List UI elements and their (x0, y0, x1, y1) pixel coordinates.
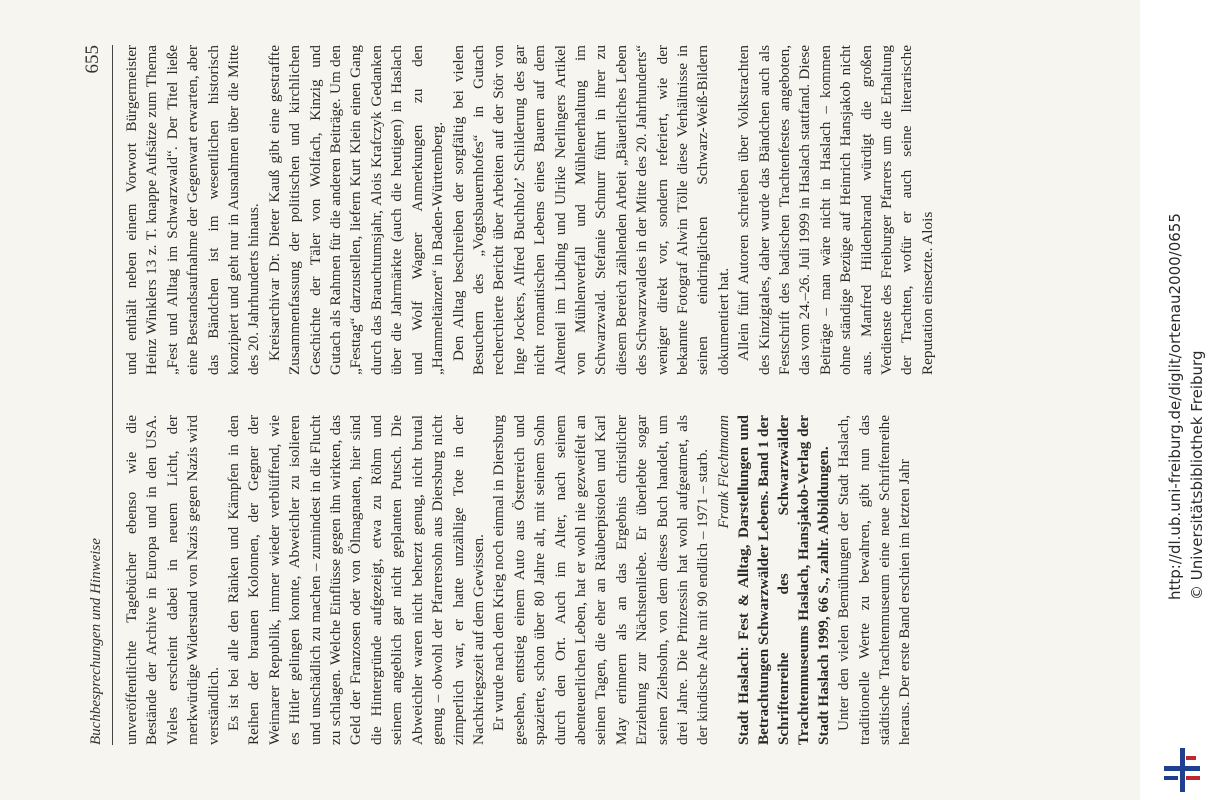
paragraph: Es ist bei alle den Ränken und Kämpfen in den Reihen der braunen Kolonnen, der Gegner der Weimarer Republik, immer wieder verblüffend, wie es Hitler gelingen konnte, Abweichler zu isolieren und unschädlich zu machen – zumindest in die Flucht zu schlagen. Welche Einflüsse gegen ihn wirkten, das Geld der Franzosen oder von Ölmagnaten, hier sind die Hintergründe aufgezeigt, etwa zu Röhm und seinem angeblich gar nicht geplanten Putsch. Die Abweichler waren nicht beherzt genug, nicht brutal genug – obwohl der Pfarrersohn aus Diersburg nicht zimperlich war, er hatte unzählige Tote in der Nachkriegszeit auf dem Gewissen. (225, 415, 487, 745)
paragraph: unveröffentlichte Tagebücher ebenso wie die Bestände der Archive in Europa und in den USA. Vieles erscheint dabei in neuem Licht, der merkwürdige Widerstand von Nazis gegen Nazis wird verständlich. (123, 415, 222, 745)
paragraph: Er wurde nach dem Krieg noch einmal in Diersburg gesehen, entstieg einem Auto aus Österreich und spazierte, schon über 80 Jahre alt, mit seinem Sohn durch den Ort. Auch im Alter, nach seinem abenteuerlichen Leben, hat er wohl nie gezweifelt an seinen Tagen, die eher an Räuberpistolen und Karl May erinnern als an das Ergebnis christlicher Erziehung zur Nächstenliebe. Er überlebte sogar seinen Ziehsohn, von dem dieses Buch handelt, um drei Jahre. Die Prinzessin hat wohl aufgeatmet, als der kindische Alte mit 90 endlich – 1971 – starb. (490, 415, 712, 745)
running-head (82, 45, 113, 745)
paragraph: Kreisarchivar Dr. Dieter Kauß gibt eine gestraffte Zusammenfassung der politischen und kirchlichen Geschichte der Täler von Wolfach, Kinzig und Gutach als Rahmen für die anderen Beiträge. Um den „Festtag“ darzustellen, liefern Kurt Klein einen Gang durch das Brauchtumsjahr, Alois Krafczyk Gedanken über die Jahrmärkte (auch die heutigen) in Haslach und Wolf Wagner Anmerkungen zu den „Hammeltänzen“ in Baden-Württemberg. (265, 45, 447, 375)
paragraph: Den Alltag beschreiben der sorgfältig bei vielen Besuchern des „Vogtsbauernhofes“ in Gutach recherchierte Bericht über Arbeiten auf der Stör von Inge Jockers, Alfred Buchholz’ Schilderung des gar nicht romantischen Lebens eines Bauern auf dem Altenteil im Libding und Ulrike Nerlingers Artikel von Mühlenverfall und Mühlenerhaltung im Schwarzwald. Stefanie Schnurr führt in ihrer zu diesem Bereich zählenden Arbeit „Bäuerliches Leben des Schwarzwaldes in der Mitte des 20. Jahrhunderts“ weniger direkt vor, sondern referiert, wie der bekannte Fotograf Alwin Tölle diese Verhältnisse in seinen eindringlichen Schwarz-Weiß-Bildern dokumentiert hat. (449, 45, 732, 375)
paragraph: Unter den vielen Bemühungen der Stadt Haslach, traditionelle Werte zu bewahren, gibt nun das städtische Trachtenmuseum eine neue Schriftenreihe heraus. Der erste Band erschien im letzten Jahr (835, 415, 914, 745)
text-column-right (122, 45, 938, 375)
paragraph: und enthält neben einem Vorwort Bürgermeister Heinz Winklers 13 z. T. knappe Aufsätze zum Thema „Fest und Alltag im Schwarzwald“. Der Titel ließe eine Bestandsaufnahme der Gegenwart erwarten, aber das Bändchen ist im wesentlichen historisch konzipiert und geht nur in Ausnahmen über die Mitte des 20. Jahrhunderts hinaus. (123, 45, 263, 375)
review-signature: Frank Flechtmann (714, 415, 732, 529)
watermark-copyright: © Universitätsbibliothek Freiburg (1188, 350, 1206, 600)
text-column-left (122, 415, 916, 745)
rotated-page-content (82, 45, 1122, 745)
watermark-url: http://dl.ub.uni-freiburg.de/diglit/ortenau2000/0655 (1166, 213, 1184, 600)
review-heading: Stadt Haslach: Fest & Alltag, Darstellungen und Betrachtungen Schwarzwälder Lebens. Band 1 der Schriftenreihe des Schwarzwälder Trachtenmuseums Haslach, Hansjakob-Verlag der Stadt Haslach 1999, 66 S., zahlr. Abbildungen. (735, 415, 833, 745)
page-number: 655 (82, 45, 103, 74)
paragraph: Allein fünf Autoren schreiben über Volkstrachten des Kinzigtales, daher wurde das Bändchen auch als Festschrift des badischen Trachtenfestes angeboten, das vom 24.–26. Juli 1999 in Haslach stattfand. Diese Beiträge – man wäre nicht in Haslach – kommen ohne ständige Bezüge auf Heinrich Hansjakob nicht aus. Manfred Hildenbrand würdigt die großen Verdienste des Freiburger Pfarrers um die Erhaltung der Trachten, wofür er auch seine literarische Reputation einsetzte. Alois (735, 45, 936, 375)
library-logo-icon (1164, 748, 1200, 792)
running-title: Buchbesprechungen und Hinweise (88, 538, 104, 745)
